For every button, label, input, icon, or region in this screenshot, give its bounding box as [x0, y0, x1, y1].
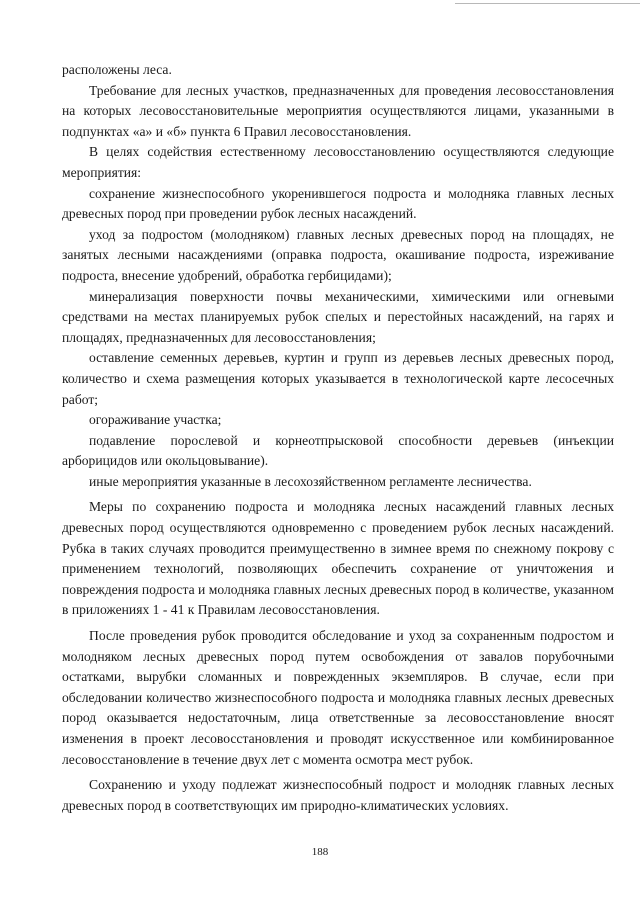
- paragraph-continuation: расположены леса.: [62, 62, 172, 77]
- paragraph-subject-to-care: Сохранению и уходу подлежат жизнеспособный подрост и молодняк главных лесных древесных пород в соответствующих им природно-климатических условиях.: [62, 777, 614, 813]
- list-item-suppression: подавление порослевой и корнеотпрысковой способности деревьев (инъекции арборицидов или окольцовывание).: [62, 432, 614, 469]
- top-edge-rule: [455, 3, 640, 4]
- paragraph-after-cutting: После проведения рубок проводится обследование и уход за сохраненным подростом и молодняком лесных древесных пород путем освобождения от завалов порубочными остатками, вырубки сломанных и поврежденных экземпляров. В случае, если при обследовании количество жизнеспособного подроста и молодняка главных лесных древесных пород оказывается недостаточным, лица ответственные за лесовосстановление вносят изменения в проект лесовосстановления и проводят искусственное или комбинированное лесовосстановление в течение двух лет с момента осмотра мест рубок.: [62, 628, 614, 767]
- list-item-care-undergrowth: уход за подростом (молодняком) главных лесных древесных пород на площадях, не занятых лесными насаждениями (оправка подроста, окашивание подроста, изреживание подроста, внесение удобрений, обработка гербицидами);: [62, 226, 614, 283]
- list-item-fencing: огораживание участка;: [89, 412, 222, 428]
- paragraph-requirement: Требование для лесных участков, предназначенных для проведения лесовосстановления на которых лесовосстановительные мероприятия осуществляются лицами, указанными в подпунктах «а» и «б» пункта 6 Правил лесовосстановления.: [62, 82, 614, 139]
- list-item-seed-trees: оставление семенных деревьев, куртин и групп из деревьев лесных древесных пород, количество и схема размещения которых указывается в технологической карте лесосечных работ;: [62, 350, 614, 407]
- document-body: [62, 60, 614, 816]
- page-number: 188: [311, 846, 329, 858]
- list-item-other-measures: иные мероприятия указанные в лесохозяйственном регламенте лесничества.: [89, 473, 532, 489]
- paragraph-preservation-measures: Меры по сохранению подроста и молодняка лесных насаждений главных лесных древесных пород осуществляются одновременно с проведением рубок лесных насаждений. Рубка в таких случаях проводится преимущественно в зимнее время по снежному покрову с применением технологий, позволяющих обеспечить сохранение от уничтожения и повреждения подроста и молодняка главных лесных древесных пород в количестве, указанном в приложениях 1 - 41 к Правилам лесовосстановления.: [62, 499, 614, 618]
- list-item-soil-mineralization: минерализация поверхности почвы механическими, химическими или огневыми средствами на местах планируемых рубок спелых и перестойных насаждений, на гарях и площадях, предназначенных для лесовосстановления;: [62, 288, 614, 345]
- paragraph-measures-intro: В целях содействия естественному лесовосстановлению осуществляются следующие мероприятия:: [62, 144, 614, 180]
- list-item-preserve-undergrowth: сохранение жизнеспособного укоренившегося подроста и молодняка главных лесных древесных пород при проведении рубок лесных насаждений.: [62, 185, 614, 222]
